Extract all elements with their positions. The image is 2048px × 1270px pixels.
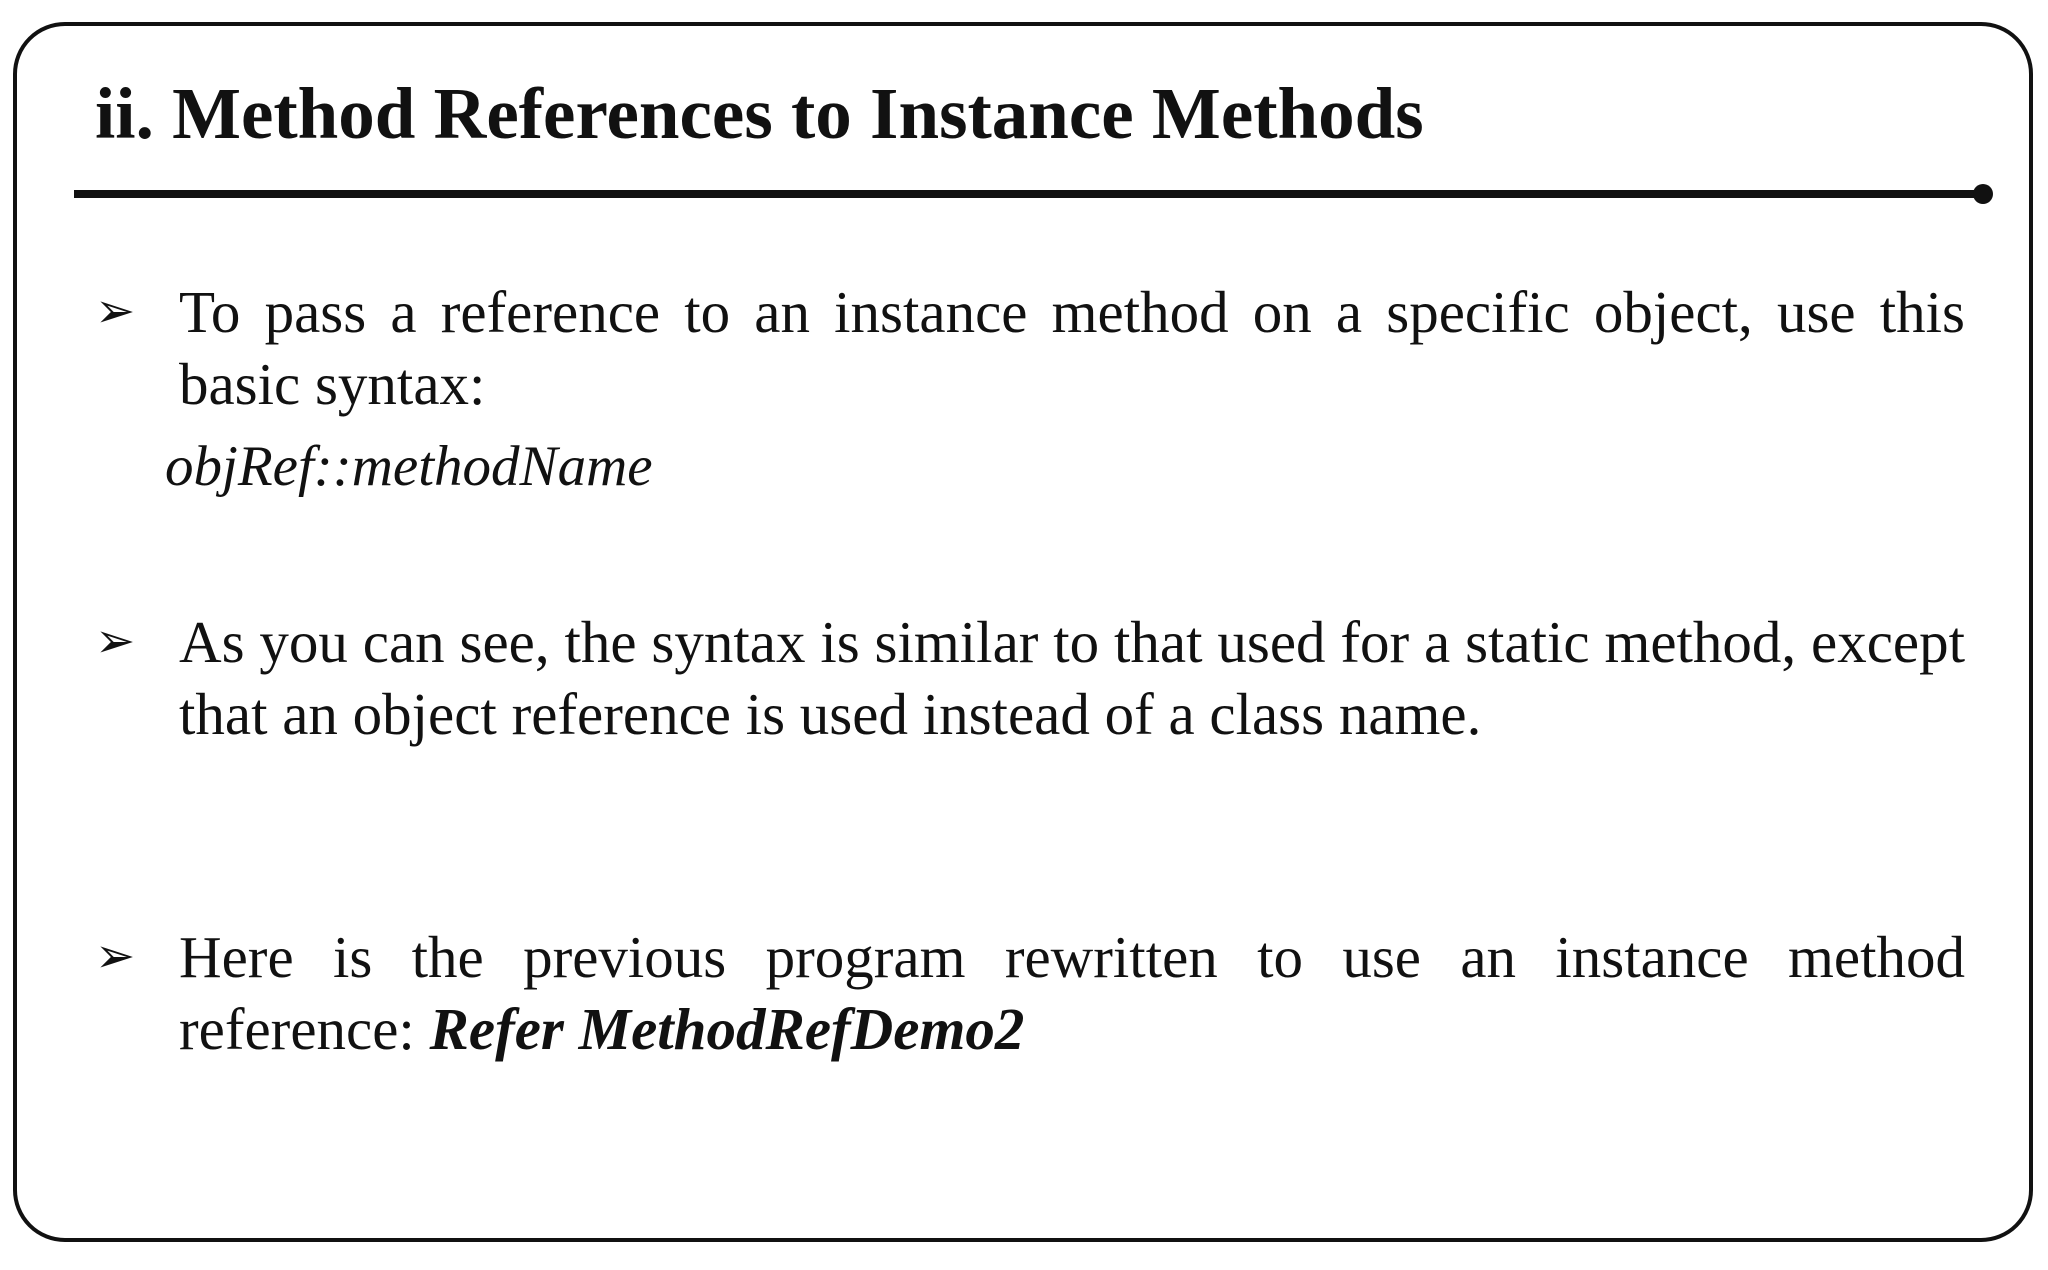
bullet-text: As you can see, the syntax is similar to that used for a static method, except that an object reference is used instead of a class name.	[179, 609, 1965, 747]
bullet-item-reference	[95, 921, 1965, 1065]
arrow-bullet-icon: ➢	[95, 285, 136, 338]
page-title: ii. Method References to Instance Methods	[95, 73, 1424, 154]
slide-frame	[13, 22, 2033, 1242]
title-divider	[74, 190, 1984, 198]
program-reference: Refer MethodRefDemo2	[429, 996, 1025, 1062]
bullet-text	[179, 921, 1965, 1065]
arrow-bullet-icon: ➢	[95, 615, 136, 668]
arrow-bullet-icon: ➢	[95, 930, 136, 983]
bullet-text-plain: Here is the previous program rewritten to use an instance method reference:	[179, 924, 1965, 1062]
bullet-item-syntax	[95, 276, 1965, 420]
bullet-item-explanation	[95, 606, 1965, 750]
bullet-text: To pass a reference to an instance method on a specific object, use this basic syntax:	[179, 279, 1965, 417]
dot-icon	[1973, 184, 1993, 204]
syntax-example: objRef::methodName	[165, 435, 653, 498]
